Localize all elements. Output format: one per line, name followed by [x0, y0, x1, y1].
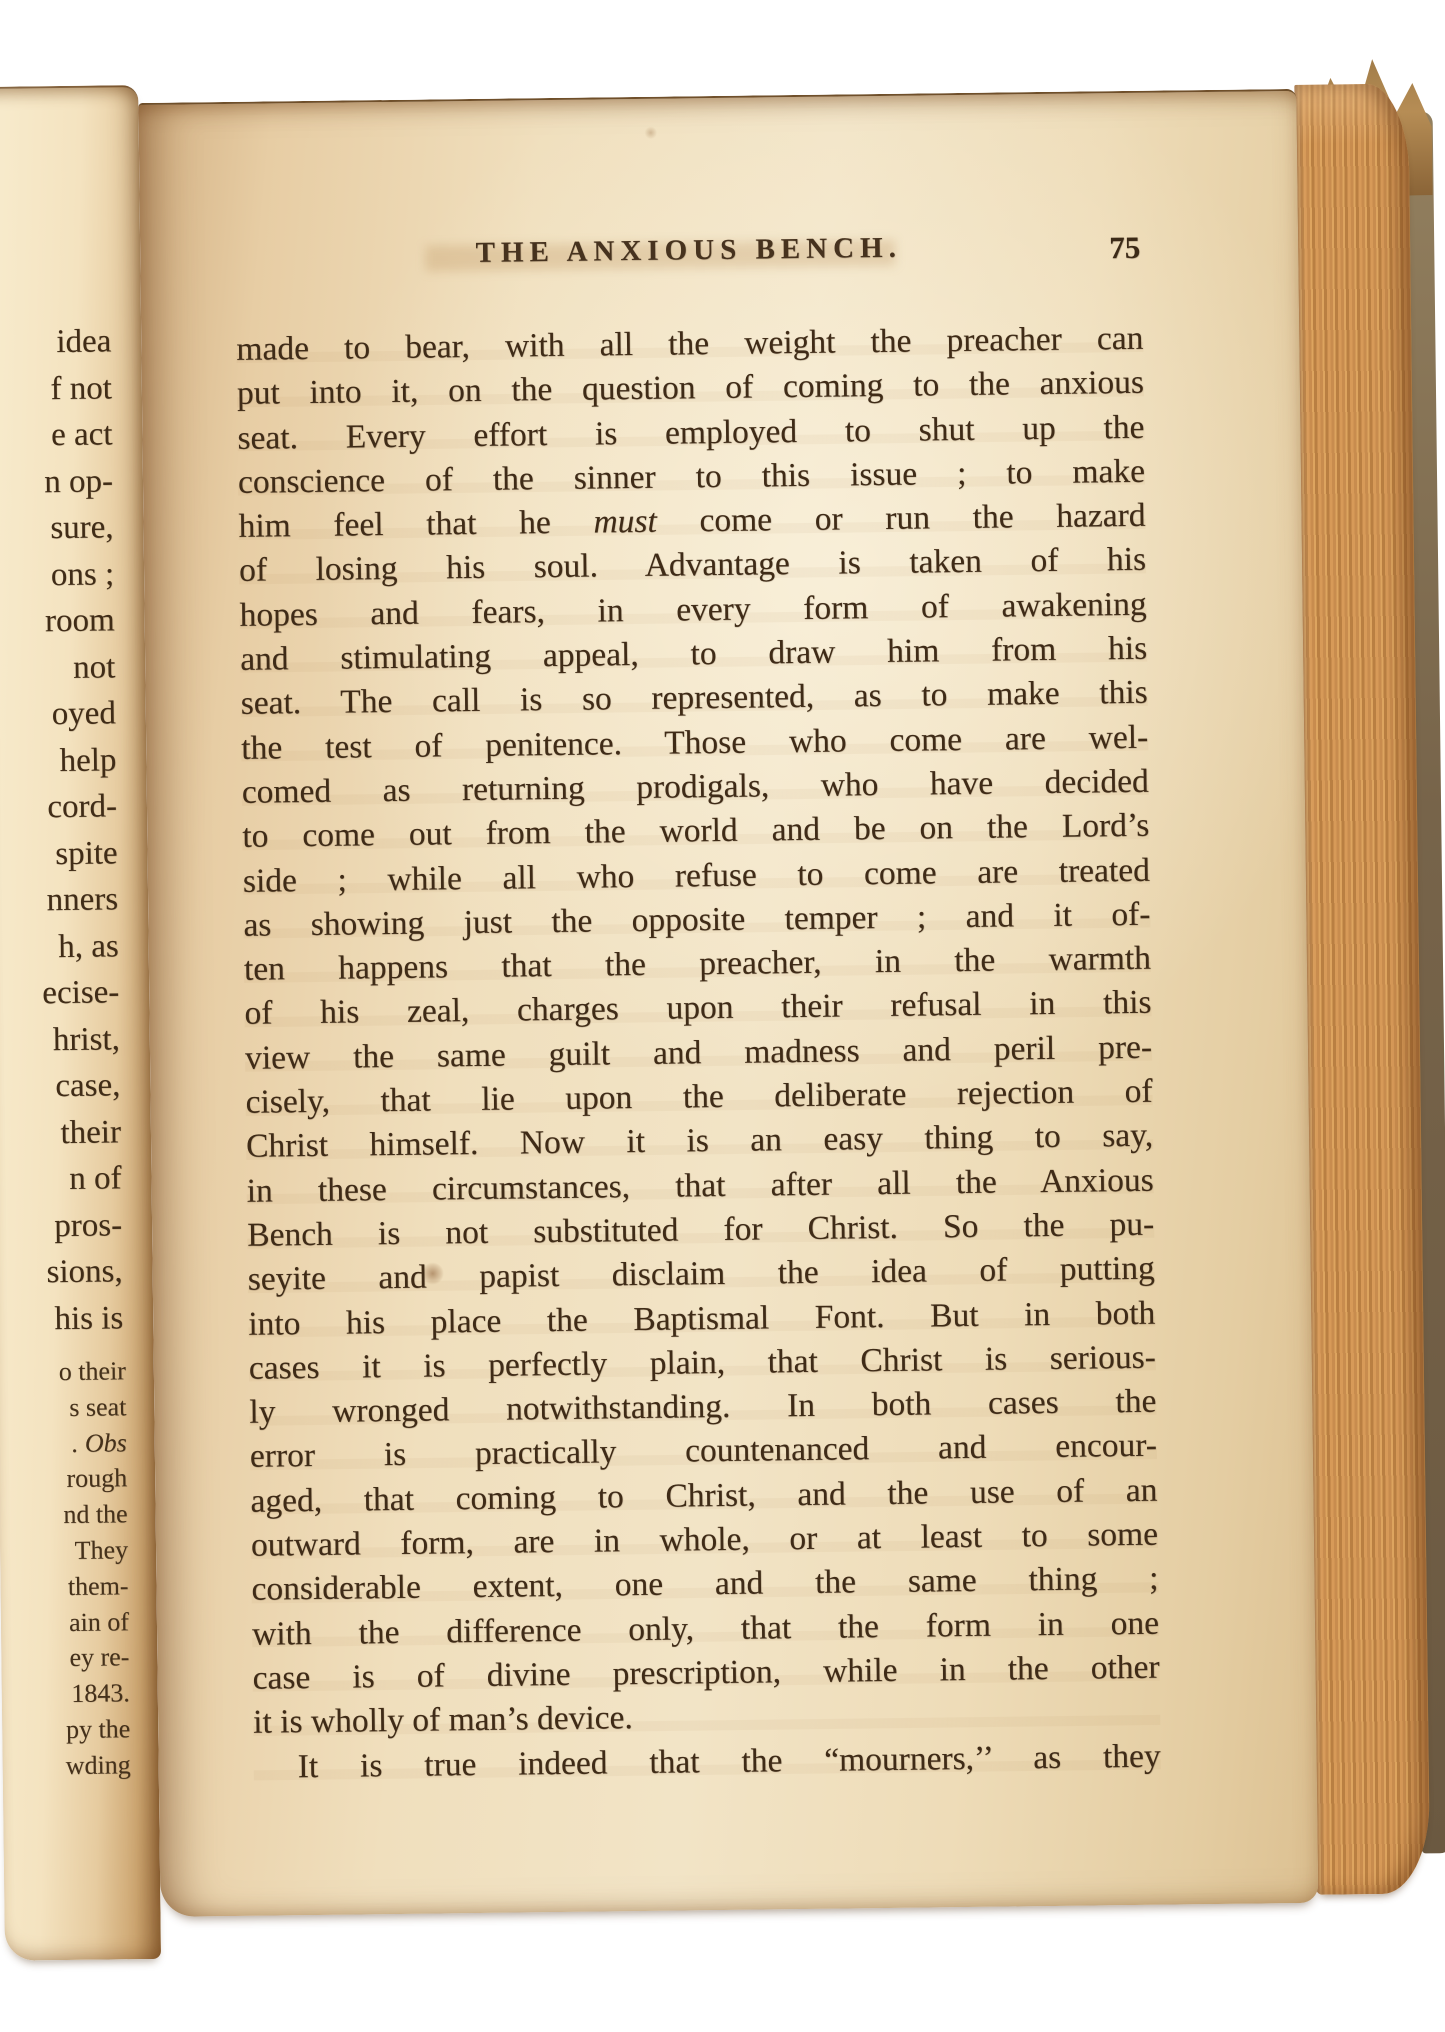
italic-word: must	[593, 502, 658, 541]
left-page-line-fragment: their	[60, 1113, 122, 1151]
left-page-line-fragment: nners	[46, 881, 119, 919]
left-page-footnote-fragment: nd the	[63, 1499, 128, 1530]
text-line: side ; while all who refuse to come are treated	[242, 851, 1151, 900]
left-page-footnote-fragments	[0, 1353, 159, 1784]
text-line: comed as returning prodigals, who have decided	[241, 762, 1149, 811]
left-page-footnote-fragment: They	[74, 1535, 129, 1565]
left-page-footnote-fragment: s seat	[69, 1392, 127, 1422]
left-page-footnote-fragment: them-	[67, 1571, 129, 1601]
text-line: view the same guilt and madness and peril pre-	[244, 1028, 1153, 1077]
text-line: ly wronged notwithstanding. In both cases the	[249, 1382, 1157, 1431]
left-page-footnote-fragment: 1843.	[71, 1678, 130, 1709]
text-line: made to bear, with all the weight the preacher can	[236, 319, 1144, 368]
left-page-footnote-fragment: . Obs	[71, 1427, 127, 1458]
left-page-line-fragment: hrist,	[52, 1020, 121, 1058]
left-page-line-fragment: pros-	[54, 1206, 123, 1244]
text-line: of his zeal, charges upon their refusal in this	[244, 984, 1152, 1033]
running-header-title: THE ANXIOUS BENCH.	[475, 231, 903, 269]
text-line: hopes and fears, in every form of awakening	[239, 585, 1147, 634]
text-line: case is of divine prescription, while in the other	[252, 1648, 1160, 1697]
book-page	[138, 89, 1318, 1917]
left-page-line-fragment: sions,	[46, 1253, 123, 1291]
text-line: in these circumstances, that after all the Anxious	[246, 1161, 1154, 1210]
text-line: put into it, on the question of coming to the anxious	[236, 364, 1145, 413]
left-page-line-fragment: e act	[50, 416, 113, 454]
left-page-line-fragment: spite	[55, 834, 118, 872]
left-page-line-fragment: idea	[56, 323, 112, 361]
left-page-line-fragment: case,	[55, 1067, 121, 1105]
text-segment: come or run the hazard	[656, 496, 1146, 540]
text-line: error is practically countenanced and encour-	[249, 1427, 1158, 1476]
left-page-edge	[0, 85, 161, 1961]
text-line: of losing his soul. Advantage is taken of his	[238, 541, 1147, 590]
text-line: cisely, that lie upon the deliberate rejection of	[245, 1072, 1153, 1121]
left-page-footnote-fragment: wding	[65, 1750, 131, 1780]
left-page-line-fragment: help	[59, 741, 117, 779]
body-text	[236, 317, 1161, 1790]
text-line: into his place the Baptismal Font. But in both	[248, 1294, 1156, 1343]
text-segment: him feel that he	[238, 503, 594, 546]
text-line: seat. The call is so represented, as to make this	[240, 674, 1148, 723]
left-page-footnote-fragment: ain of	[68, 1606, 130, 1637]
left-page-line-fragment: ons ;	[50, 555, 115, 593]
left-page-line-fragment: cord-	[47, 788, 118, 826]
text-line: and stimulating appeal, to draw him from his	[239, 629, 1148, 678]
left-page-line-fragment: h, as	[57, 927, 119, 965]
text-line: as showing just the opposite temper ; and it of-	[243, 895, 1151, 944]
page-number: 75	[1109, 229, 1141, 266]
new-paragraph-line: It is true indeed that the “mourners,’’ as they	[297, 1737, 1161, 1785]
text-line: considerable extent, one and the same thing ;	[251, 1559, 1159, 1609]
text-line: seat. Every effort is employed to shut up the	[237, 408, 1145, 457]
running-head-row	[235, 229, 1142, 280]
left-page-footnote-fragment: ey re-	[69, 1642, 130, 1673]
text-line: Bench is not substituted for Christ. So the pu-	[247, 1205, 1155, 1254]
paragraph-end-line: it is wholly of man’s device.	[252, 1699, 633, 1741]
text-line: cases it is perfectly plain, that Christ is serious-	[248, 1338, 1157, 1387]
text-line: conscience of the sinner to this issue ; to make	[237, 452, 1146, 501]
left-page-line-fragment: not	[72, 648, 116, 686]
text-line: outward form, are in whole, or at least to some	[250, 1515, 1159, 1564]
text-line: seyite and papist disclaim the idea of putting	[247, 1249, 1155, 1299]
left-page-line-fragment: sure,	[50, 509, 114, 547]
left-page-footnote-fragment: rough	[66, 1463, 128, 1494]
left-page-line-fragment: his is	[54, 1299, 124, 1337]
left-page-line-fragment: oyed	[51, 695, 117, 733]
left-page-line-fragment: ecise-	[42, 974, 120, 1012]
left-page-text-fragments	[0, 87, 154, 1343]
text-line: Christ himself. Now it is an easy thing to say,	[245, 1117, 1154, 1166]
left-page-line-fragment: room	[44, 602, 115, 640]
text-line: aged, that coming to Christ, and the use of an	[250, 1471, 1158, 1520]
left-page-line-fragment: f not	[50, 369, 113, 407]
text-line: ten happens that the preacher, in the warmth	[243, 939, 1152, 988]
left-page-line-fragment: n op-	[44, 462, 114, 500]
text-line: the test of penitence. Those who come are wel-	[241, 718, 1149, 767]
text-line: with the difference only, that the form in one	[251, 1604, 1160, 1653]
text-line: to come out from the world and be on the Lord’s	[242, 807, 1150, 856]
left-page-footnote-fragment: py the	[65, 1714, 131, 1745]
left-page-footnote-fragment: o their	[58, 1356, 127, 1387]
left-page-line-fragment: n of	[69, 1160, 122, 1197]
